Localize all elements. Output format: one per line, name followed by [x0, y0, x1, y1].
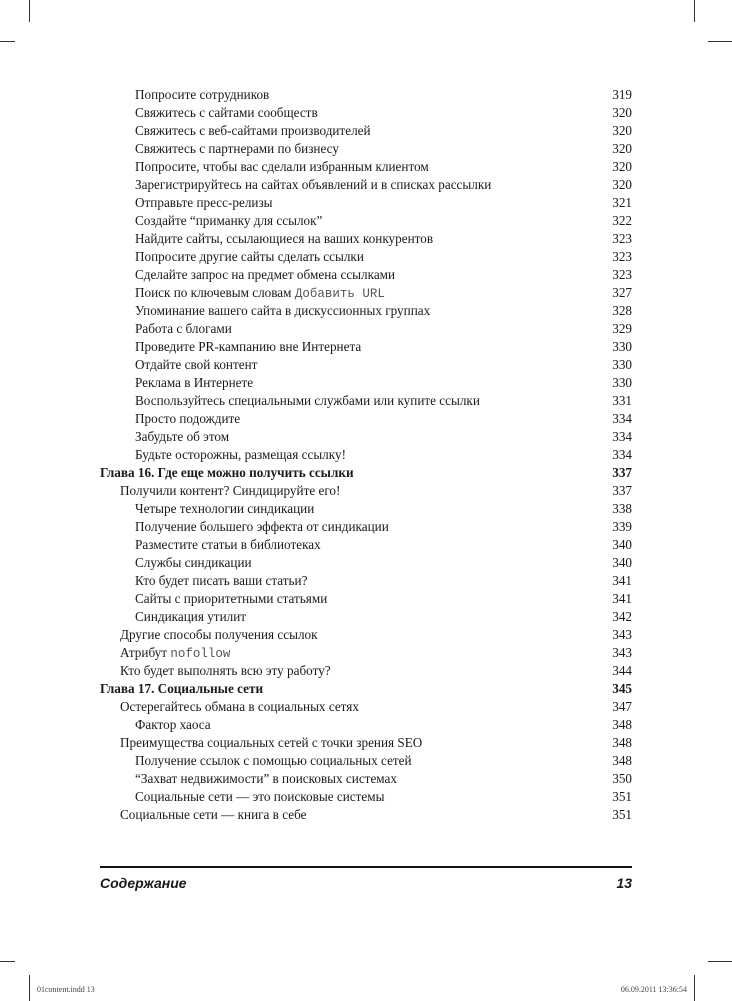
crop-mark: [29, 0, 30, 22]
toc-page-number: 330: [612, 339, 632, 354]
toc-entry: [100, 734, 632, 752]
toc-title-text: Зарегистрируйтесь на сайтах объявлений и в списках рассылки: [135, 177, 492, 192]
slug-timestamp: 06.09.2011 13:36:54: [620, 985, 687, 994]
toc-title-text: Найдите сайты, ссылающиеся на ваших конкурентов: [135, 231, 434, 246]
toc-entry: [100, 194, 632, 212]
toc-page-number: 337: [612, 483, 632, 498]
crop-mark: [29, 975, 30, 1001]
toc-entry: [100, 230, 632, 248]
toc-page-number: 341: [612, 591, 632, 606]
crop-mark: [708, 41, 732, 42]
toc-page-number: 320: [612, 123, 632, 138]
toc-entry: [100, 662, 632, 680]
toc-page-number: 341: [612, 573, 632, 588]
toc-entry-title: [135, 230, 433, 248]
toc-entry-title: [135, 356, 257, 374]
toc-entry: [100, 158, 632, 176]
toc-page-number: 323: [612, 231, 632, 246]
toc-entry-title: [135, 194, 273, 212]
toc-entry-title: [100, 680, 263, 698]
toc-entry-title: [135, 500, 314, 518]
toc-page-number: 351: [612, 807, 632, 822]
toc-entry: [100, 644, 632, 662]
toc-entry: [100, 392, 632, 410]
toc-entry-title: [135, 140, 339, 158]
toc-page-number: 340: [612, 537, 632, 552]
toc-entry: [100, 86, 632, 104]
toc-title-text: Фактор хаоса: [135, 717, 211, 732]
footer-rule: [100, 866, 632, 868]
toc-entry-title: [135, 518, 389, 536]
toc-title-text: Разместите статьи в библиотеках: [135, 537, 321, 552]
toc-entry: [100, 266, 632, 284]
toc-page-number: 343: [612, 627, 632, 642]
toc-title-text: Синдикация утилит: [135, 609, 247, 624]
toc-title-text: Кто будет выполнять всю эту работу?: [120, 663, 331, 678]
toc-title-text: Преимущества социальных сетей с точки зрения SEO: [120, 735, 423, 750]
toc-page-number: 348: [612, 735, 632, 750]
toc-title-text: Социальные сети — книга в себе: [120, 807, 307, 822]
toc-entry-title: [135, 212, 322, 230]
toc-entry-title: [135, 338, 361, 356]
toc-entry-title: [120, 482, 340, 500]
toc-page-number: 343: [612, 645, 632, 660]
toc-page-number: 342: [612, 609, 632, 624]
slug-filename: 01content.indd 13: [37, 985, 95, 994]
toc-entry-title: [120, 644, 230, 662]
toc-entry: [100, 356, 632, 374]
toc-title-text: Службы синдикации: [135, 555, 252, 570]
toc-entry: [100, 284, 632, 302]
toc-entry: [100, 752, 632, 770]
toc-entry-title: [135, 590, 327, 608]
running-footer: [100, 875, 632, 891]
toc-entry: [100, 698, 632, 716]
crop-mark: [0, 961, 15, 962]
toc-page-number: 320: [612, 159, 632, 174]
toc-chapter: [100, 680, 632, 698]
toc-title-text: Просто подождите: [135, 411, 241, 426]
toc-title-text: Свяжитесь с веб-сайтами производителей: [135, 123, 371, 138]
crop-mark: [0, 41, 15, 42]
toc-page-number: 330: [612, 357, 632, 372]
crop-mark: [708, 961, 732, 962]
toc-entry: [100, 590, 632, 608]
toc-entry-title: [120, 662, 331, 680]
toc-entry-title: [135, 104, 318, 122]
toc-page-number: 344: [612, 663, 632, 678]
toc-entry: [100, 716, 632, 734]
toc-entry-title: [135, 374, 253, 392]
toc-entry: [100, 302, 632, 320]
toc-entry-title: [135, 176, 491, 194]
toc-page-number: 340: [612, 555, 632, 570]
toc-entry: [100, 428, 632, 446]
toc-chapter: [100, 464, 632, 482]
toc-title-text: Другие способы получения ссылок: [120, 627, 318, 642]
toc-title-text: Глава 17. Социальные сети: [100, 681, 264, 696]
toc-title-text: Создайте “приманку для ссылок”: [135, 213, 323, 228]
toc-title-text: “Захват недвижимости” в поисковых системах: [135, 771, 397, 786]
toc-title-text: Свяжитесь с сайтами сообществ: [135, 105, 318, 120]
toc-entry-title: [120, 698, 359, 716]
toc-title-text: Воспользуйтесь специальными службами или купите ссылки: [135, 393, 480, 408]
toc-title-text: Попросите, чтобы вас сделали избранным клиентом: [135, 159, 429, 174]
toc-entry: [100, 104, 632, 122]
toc-title-text: Четыре технологии синдикации: [135, 501, 315, 516]
toc-entry: [100, 554, 632, 572]
toc-entry: [100, 122, 632, 140]
toc-page-number: 334: [612, 411, 632, 426]
toc-entry-title: [135, 320, 232, 338]
toc-entry-title: [135, 302, 430, 320]
toc-page-number: 348: [612, 717, 632, 732]
toc-title-text: Сайты с приоритетными статьями: [135, 591, 328, 606]
toc-entry: [100, 410, 632, 428]
toc-page-number: 339: [612, 519, 632, 534]
toc-entry-title: [135, 446, 346, 464]
toc-page-number: 345: [612, 681, 632, 696]
toc-title-text: Кто будет писать ваши статьи?: [135, 573, 308, 588]
toc-page-number: 327: [612, 285, 632, 300]
toc-page-number: 351: [612, 789, 632, 804]
toc-page-number: 320: [612, 141, 632, 156]
toc-page-number: 328: [612, 303, 632, 318]
toc-title-text: Получение ссылок с помощью социальных сетей: [135, 753, 412, 768]
crop-mark: [694, 975, 695, 1001]
toc-entry: [100, 806, 632, 824]
toc-title-text: Попросите сотрудников: [135, 87, 270, 102]
toc-entry: [100, 320, 632, 338]
toc-title-text: Сделайте запрос на предмет обмена ссылками: [135, 267, 396, 282]
toc-title-text: Получение большего эффекта от синдикации: [135, 519, 389, 534]
toc-page-number: 347: [612, 699, 632, 714]
toc-title-text: Работа с блогами: [135, 321, 232, 336]
toc-page-number: 348: [612, 753, 632, 768]
toc-entry-title: [100, 464, 354, 482]
toc-entry: [100, 608, 632, 626]
toc-entry: [100, 788, 632, 806]
toc-entry: [100, 500, 632, 518]
toc-entry-title: [120, 734, 422, 752]
toc-entry-title: [135, 788, 384, 806]
toc-title-text: Забудьте об этом: [135, 429, 230, 444]
toc-page-number: 320: [612, 177, 632, 192]
toc-page-number: 323: [612, 249, 632, 264]
toc-title-text: Остерегайтесь обмана в социальных сетях: [120, 699, 359, 714]
toc-page-number: 337: [612, 465, 632, 480]
toc-entry: [100, 374, 632, 392]
toc-page-number: 320: [612, 105, 632, 120]
toc-entry: [100, 626, 632, 644]
toc-title-text: Атрибут: [120, 645, 171, 660]
toc-entry-title: [135, 572, 307, 590]
toc-title-text: Попросите другие сайты сделать ссылки: [135, 249, 364, 264]
page-number: 13: [616, 875, 632, 891]
toc-entry-title: [135, 284, 385, 302]
toc-entry: [100, 140, 632, 158]
toc-entry-title: [135, 752, 412, 770]
toc-title-text: Отдайте свой контент: [135, 357, 258, 372]
toc-page-number: 319: [612, 87, 632, 102]
toc-entry: [100, 770, 632, 788]
table-of-contents: [100, 86, 632, 824]
toc-entry-title: [135, 770, 397, 788]
toc-entry-title: [135, 122, 371, 140]
toc-entry-title: [135, 536, 321, 554]
toc-entry: [100, 482, 632, 500]
toc-entry-title: [135, 266, 395, 284]
toc-page-number: 334: [612, 429, 632, 444]
toc-page-number: 329: [612, 321, 632, 336]
toc-page-number: 338: [612, 501, 632, 516]
toc-title-text: Упоминание вашего сайта в дискуссионных группах: [135, 303, 431, 318]
toc-page-number: 321: [612, 195, 632, 210]
toc-entry: [100, 536, 632, 554]
toc-entry: [100, 248, 632, 266]
toc-entry-title: [120, 626, 318, 644]
footer-section-title: Содержание: [100, 875, 187, 891]
toc-entry: [100, 572, 632, 590]
toc-page-number: 350: [612, 771, 632, 786]
toc-entry-title: [135, 428, 229, 446]
toc-title-text: Проведите PR-кампанию вне Интернета: [135, 339, 362, 354]
toc-code-text: nofollow: [170, 647, 231, 661]
toc-page-number: 323: [612, 267, 632, 282]
toc-code-text: Добавить URL: [294, 287, 385, 301]
toc-entry-title: [135, 158, 429, 176]
toc-title-text: Свяжитесь с партнерами по бизнесу: [135, 141, 339, 156]
toc-page-number: 330: [612, 375, 632, 390]
toc-entry: [100, 446, 632, 464]
toc-title-text: Будьте осторожны, размещая ссылку!: [135, 447, 346, 462]
toc-entry: [100, 338, 632, 356]
toc-title-text: Социальные сети — это поисковые системы: [135, 789, 385, 804]
toc-page-number: 334: [612, 447, 632, 462]
toc-page-number: 322: [612, 213, 632, 228]
toc-entry-title: [135, 392, 480, 410]
toc-entry-title: [135, 86, 269, 104]
toc-title-text: Получили контент? Синдицируйте его!: [120, 483, 341, 498]
toc-title-text: Глава 16. Где еще можно получить ссылки: [100, 465, 354, 480]
toc-page-number: 331: [612, 393, 632, 408]
toc-entry-title: [120, 806, 306, 824]
crop-mark: [694, 0, 695, 22]
toc-entry-title: [135, 554, 252, 572]
toc-title-text: Поиск по ключевым словам: [135, 285, 295, 300]
toc-entry: [100, 176, 632, 194]
toc-entry: [100, 518, 632, 536]
toc-entry-title: [135, 716, 211, 734]
toc-entry-title: [135, 608, 246, 626]
toc-entry-title: [135, 410, 240, 428]
toc-title-text: Реклама в Интернете: [135, 375, 254, 390]
toc-entry-title: [135, 248, 364, 266]
toc-entry: [100, 212, 632, 230]
toc-title-text: Отправьте пресс-релизы: [135, 195, 273, 210]
